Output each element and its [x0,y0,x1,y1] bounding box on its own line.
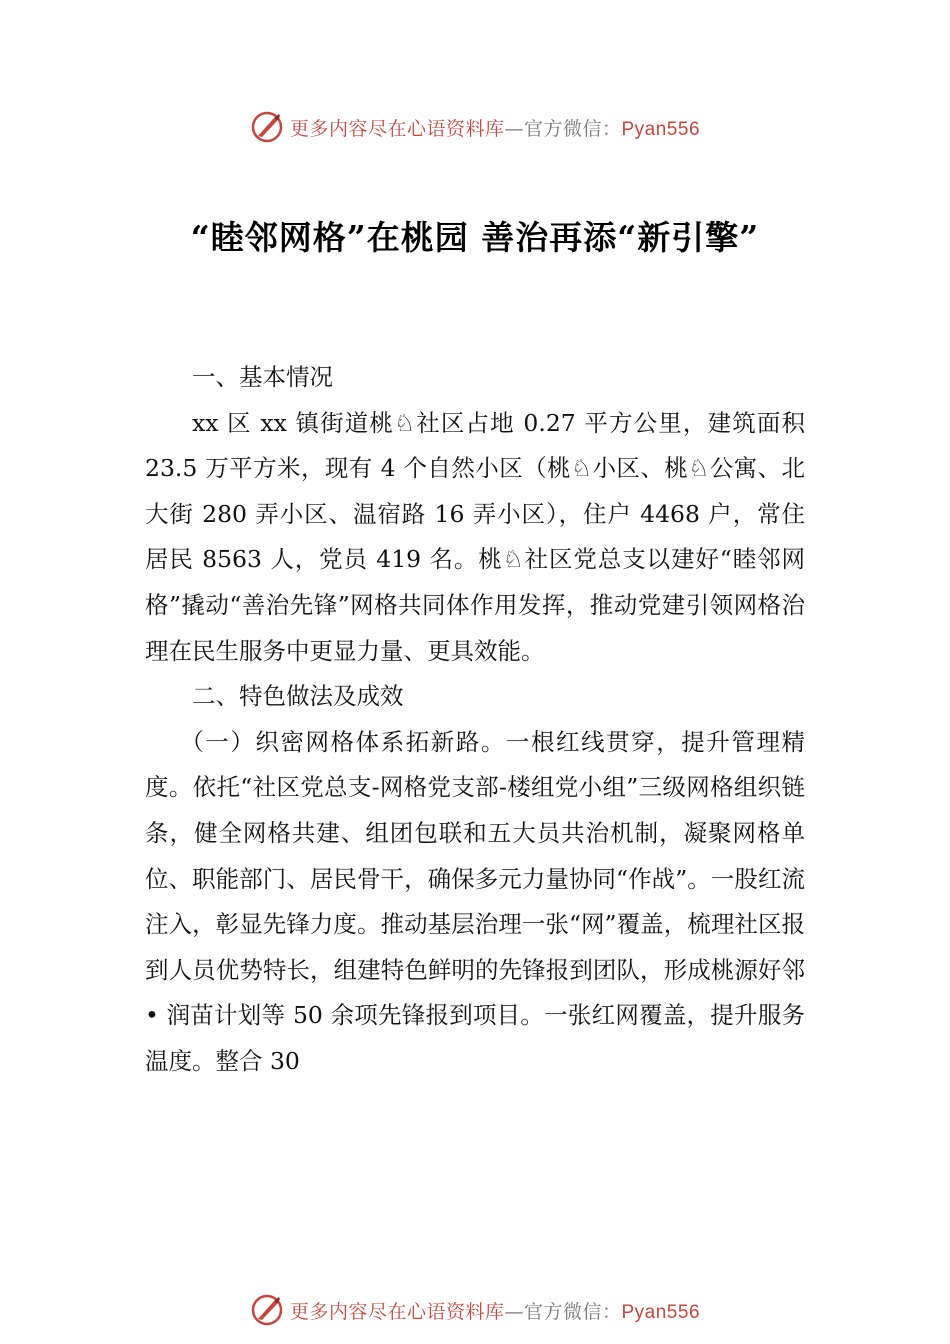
paragraph-basic-info: xx 区 xx 镇街道桃♘社区占地 0.27 平方公里，建筑面积 23.5 万平方米，现有 4 个自然小区（桃♘小区、桃♘公寓、北大街 280 弄小区、温宿路 16 弄小区），住户 4468 户，常住居民 8563 人，党员 419 名。桃♘社区党总支以建好“睦邻网格”撬动“善治先锋”网格共同体作用发挥，推动党建引领网格治理在民生服务中更显力量、更具效能。 [145,408,805,665]
document-body [145,355,805,1085]
watermark-text: 更多内容尽在心语资料库—官方微信：Pyan556 [289,117,701,140]
quill-pen-logo-icon [250,110,284,144]
document-title: “睦邻网格”在桃园 善治再添“新引擎” [190,218,760,257]
paragraph-grid-system: （一）织密网格体系拓新路。一根红线贯穿，提升管理精度。依托“社区党总支-网格党支部-楼组党小组”三级网格组织链条，健全网格共建、组团包联和五大员共治机制，凝聚网格单位、职能部门、居民骨干，确保多元力量协同“作战”。一股红流注入，彰显先锋力度。推动基层治理一张“网”覆盖，梳理社区报到人员优势特长，组建特色鲜明的先锋报到团队，形成桃源好邻 • 润苗计划等 50 余项先锋报到项目。一张红网覆盖，提升服务温度。整合 30 [145,727,805,1075]
watermark-footer [0,1290,950,1330]
section-heading-basic: 一、基本情况 [192,363,333,391]
section-heading-practices: 二、特色做法及成效 [192,682,404,711]
quill-pen-logo-icon [250,1293,284,1327]
watermark-header [0,107,950,147]
watermark-text: 更多内容尽在心语资料库—官方微信：Pyan556 [289,1300,701,1323]
